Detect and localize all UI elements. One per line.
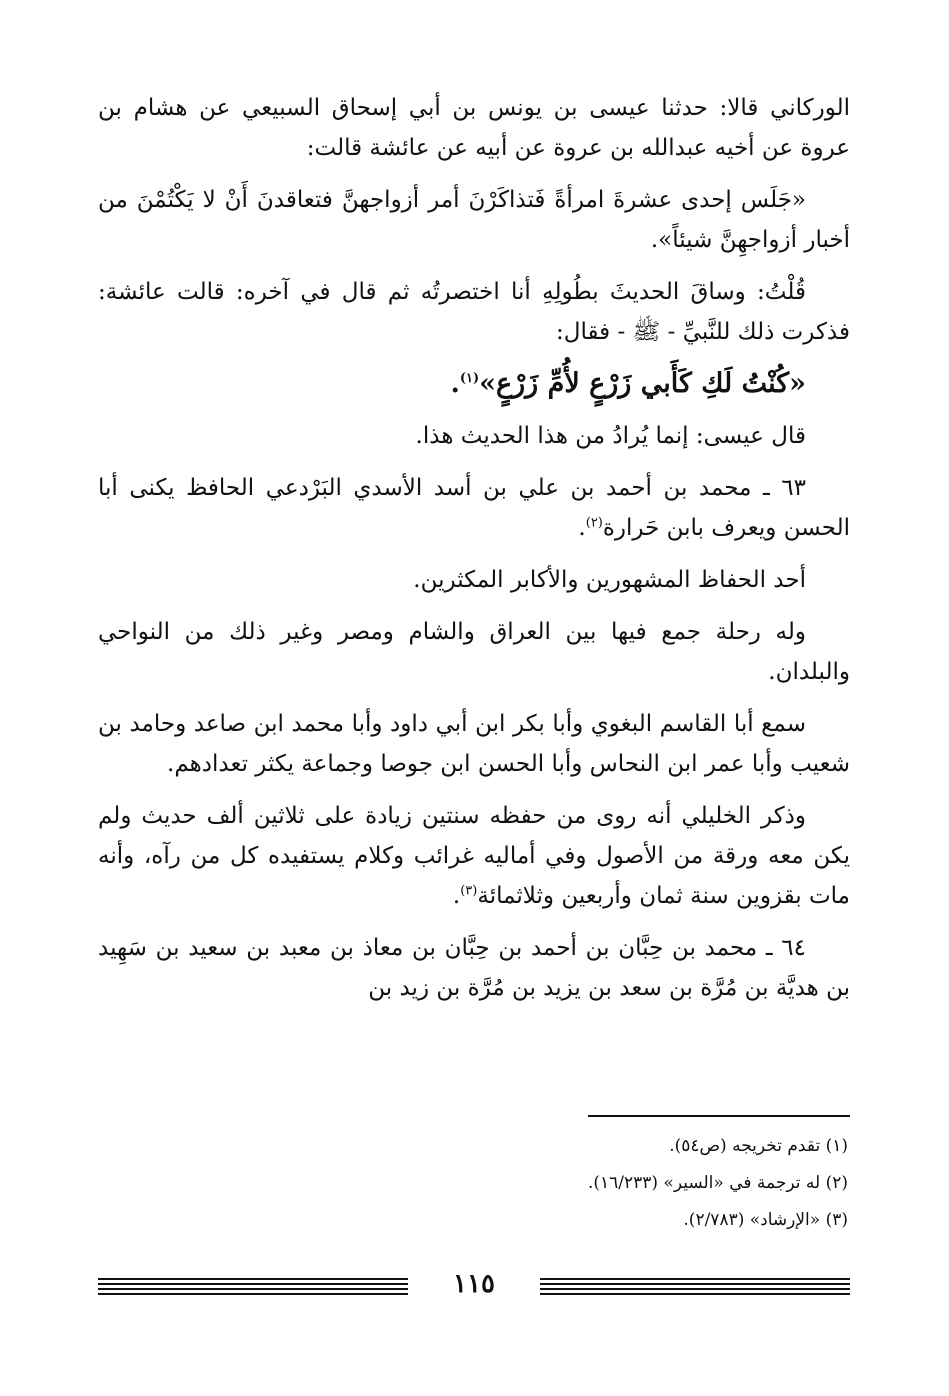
paragraph-text: «جَلَس إحدى عشرةَ امرأةً فَتذاكَرْنَ أمر أزواجهنَّ فتعاقدنَ أَنْ لا يَكْتُمْنَ من أخبار أزواجهِنَّ شيئاً».: [98, 187, 850, 253]
paragraph-prophet-quote: [98, 364, 850, 404]
page-footer: [98, 1266, 850, 1306]
footnote-ref[interactable]: (٣): [460, 883, 478, 899]
paragraph-text: قال عيسى: إنما يُرادُ من هذا الحديث هذا.: [415, 423, 806, 449]
footer-rule-right: [540, 1278, 850, 1298]
entry-64-heading: [98, 928, 850, 1008]
footnotes: [98, 1128, 850, 1239]
paragraph-tail: .: [452, 883, 461, 909]
paragraph-text: قُلْتُ: وساقَ الحديثَ بطُولِهِ أنا اختصرتُه ثم قال في آخره: قالت عائشة: فذكرت ذلك للنَّبيِّ - ﷺ - فقال:: [98, 279, 850, 345]
paragraph-hadith-quote: [98, 180, 850, 260]
footer-rule-left: [98, 1278, 408, 1298]
paragraph-text: الوركاني قالا: حدثنا عيسى بن يونس بن أبي إسحاق السبيعي عن هشام بن عروة عن أخيه عبدالله بن عروة عن أبيه عن عائشة قالت:: [98, 95, 850, 161]
footnote-ref[interactable]: (٢): [585, 515, 603, 531]
paragraph-author-note: [98, 272, 850, 352]
paragraph-text: أحد الحفاظ المشهورين والأكابر المكثرين.: [413, 567, 806, 593]
page-number: ١١٥: [453, 1269, 495, 1299]
paragraph-text: سمع أبا القاسم البغوي وأبا بكر ابن أبي داود وأبا محمد ابن صاعد وحامد بن شعيب وأبا عمر ابن النحاس وأبا الحسن ابن جوصا وجماعة يكثر تعدادهم.: [98, 711, 850, 777]
paragraph-teachers: [98, 704, 850, 784]
paragraph-text: ٦٤ ـ محمد بن حِبَّان بن أحمد بن حِبَّان بن معاذ بن معبد بن سعيد بن سَهِيد بن هديَّة بن مُرَّة بن سعد بن يزيد بن مُرَّة بن زيد بن: [98, 935, 850, 1001]
paragraph-tail: .: [578, 515, 586, 541]
footnote-item: (٣) «الإرشاد» (٢/٧٨٣).: [683, 1210, 848, 1230]
footnote-divider: [588, 1115, 850, 1117]
paragraph-tail: .: [450, 368, 460, 399]
paragraph-text: وله رحلة جمع فيها بين العراق والشام ومصر وغير ذلك من النواحي والبلدان.: [98, 619, 850, 685]
footnote-item: (٢) له ترجمة في «السير» (١٦/٢٣٣).: [587, 1173, 848, 1193]
paragraph-text: ٦٣ ـ محمد بن أحمد بن علي بن أسد الأسدي البَرْدعي الحافظ يكنى أبا الحسن ويعرف بابن حَرارة: [98, 475, 850, 541]
paragraph-khalili: [98, 796, 850, 916]
paragraph-rihla: [98, 612, 850, 692]
entry-63-heading: [98, 468, 850, 548]
paragraph-text: وذكر الخليلي أنه روى من حفظه سنتين زيادة على ثلاثين ألف حديث ولم يكن معه ورقة من الأصول وفي أماليه غرائب وكلام يستفيده كل من رآه، وأنه مات بقزوين سنة ثمان وأربعين وثلاثمائة: [98, 803, 850, 909]
paragraph-text: «كُنْتُ لَكِ كَأَبي زَرْعٍ لأُمِّ زَرْعٍ»: [479, 368, 806, 399]
paragraph-isa-comment: [98, 416, 850, 456]
footnote-ref[interactable]: (١): [459, 371, 480, 386]
main-text: [98, 88, 850, 1020]
footnote-item: (١) تقدم تخريجه (ص٥٤).: [669, 1136, 848, 1156]
paragraph-isnad: [98, 88, 850, 168]
paragraph-huffaz: [98, 560, 850, 600]
